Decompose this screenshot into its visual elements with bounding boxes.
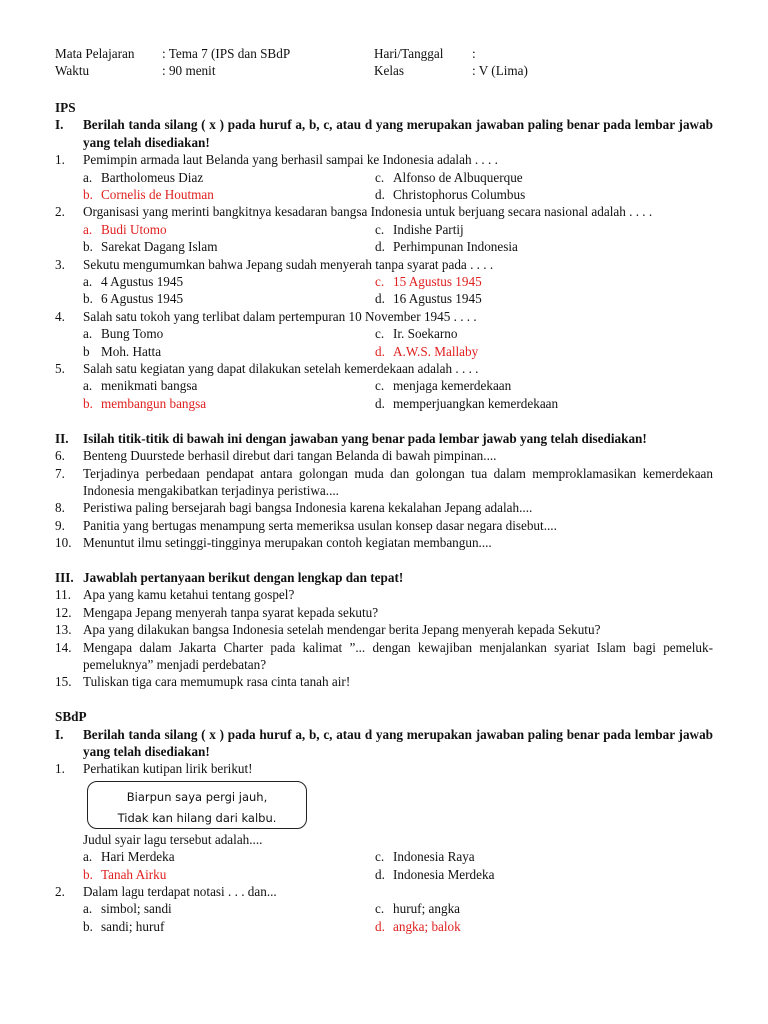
lyric-line: Tidak kan hilang dari kalbu. <box>117 810 277 825</box>
question-item <box>55 760 713 777</box>
option-letter: d. <box>375 343 385 359</box>
ips-part1-instruction <box>55 116 713 151</box>
option-text: Indonesia Raya <box>393 849 475 865</box>
day-value: : <box>472 46 476 61</box>
option-letter: c. <box>375 326 385 342</box>
class-value: : V (Lima) <box>472 63 528 78</box>
option-letter: c. <box>375 901 385 917</box>
question-item <box>55 203 713 220</box>
answer-option <box>375 325 667 342</box>
answer-option <box>375 169 667 186</box>
question-number: 14. <box>55 639 72 655</box>
correct-answer-option <box>83 395 375 412</box>
option-text: Indishe Partij <box>393 221 464 237</box>
option-letter: a. <box>83 849 93 865</box>
correct-answer-option <box>83 866 375 883</box>
time-value: : 90 menit <box>162 63 216 78</box>
option-letter: a. <box>83 274 93 290</box>
option-letter: c. <box>375 378 385 394</box>
option-letter: d. <box>375 187 385 203</box>
answer-options <box>55 273 713 308</box>
option-letter: b. <box>83 866 93 882</box>
question-number: 5. <box>55 361 65 377</box>
question-item <box>55 499 713 516</box>
question-item <box>55 308 713 325</box>
answer-option <box>83 290 375 307</box>
answer-options <box>55 900 713 935</box>
option-text: Bartholomeus Diaz <box>101 169 204 185</box>
option-letter: b. <box>83 395 93 411</box>
instruction-text: Isilah titik-titik di bawah ini dengan jawaban yang benar pada lembar jawab yang telah disediakan! <box>83 430 647 446</box>
question-item <box>55 256 713 273</box>
answer-option <box>375 377 667 394</box>
correct-answer-option <box>375 918 667 935</box>
question-number: 12. <box>55 604 72 620</box>
answer-option <box>83 918 375 935</box>
answer-option <box>375 848 667 865</box>
ips-part2-instruction <box>55 430 713 447</box>
question-item <box>55 621 713 638</box>
answer-option <box>375 395 667 412</box>
answer-option <box>83 273 375 290</box>
option-text: huruf; angka <box>393 901 461 917</box>
option-text: Cornelis de Houtman <box>101 187 214 203</box>
question-number: 2. <box>55 204 65 220</box>
question-number: 7. <box>55 465 65 481</box>
answer-option <box>83 169 375 186</box>
question-number: 2. <box>55 883 65 899</box>
correct-answer-option <box>375 273 667 290</box>
instruction-text: Jawablah pertanyaan berikut dengan lengkap dan tepat! <box>83 569 404 585</box>
option-text: sandi; huruf <box>101 918 165 934</box>
answer-option <box>375 238 667 255</box>
question-text: Salah satu tokoh yang terlibat dalam pertempuran 10 November 1945 . . . . <box>83 308 477 324</box>
correct-answer-option <box>375 343 667 360</box>
question-item <box>55 447 713 464</box>
option-text: 4 Agustus 1945 <box>101 274 184 290</box>
option-letter: d. <box>375 291 385 307</box>
option-text: Budi Utomo <box>101 221 167 237</box>
question-item <box>55 534 713 551</box>
option-letter: a. <box>83 169 93 185</box>
time-label: Waktu <box>55 63 90 78</box>
ips-part3-instruction <box>55 569 713 586</box>
option-letter: a. <box>83 326 93 342</box>
question-number: 8. <box>55 500 65 516</box>
option-text: Perhimpunan Indonesia <box>393 239 518 255</box>
question-item <box>55 586 713 603</box>
exam-content <box>55 99 713 935</box>
option-letter: d. <box>375 918 385 934</box>
question-text: Panitia yang bertugas menampung serta memeriksa usulan konsep dasar negara disebut.... <box>83 517 557 533</box>
exam-header <box>55 45 715 79</box>
question-text: Organisasi yang merinti bangkitnya kesadaran bangsa Indonesia untuk berjuang secara nasional adalah . . . . <box>83 204 653 220</box>
option-letter: b <box>83 343 90 359</box>
option-text: menjaga kemerdekaan <box>393 378 512 394</box>
question-item <box>55 673 713 690</box>
question-number: 9. <box>55 517 65 533</box>
answer-option <box>375 900 667 917</box>
ips-multiple-choice <box>55 151 713 412</box>
day-label: Hari/Tanggal <box>374 46 444 61</box>
question-text: Tuliskan tiga cara memumupk rasa cinta tanah air! <box>83 674 351 690</box>
option-text: Indonesia Merdeka <box>393 866 495 882</box>
answer-option <box>83 325 375 342</box>
question-item <box>55 465 713 500</box>
ips-fill-in <box>55 447 713 551</box>
question-text: Benteng Duurstede berhasil direbut dari tangan Belanda di bawah pimpinan.... <box>83 448 497 464</box>
sbdp-title: SBdP <box>55 709 87 725</box>
lyric-box <box>87 781 307 829</box>
question-number: 11. <box>55 587 71 603</box>
answer-option <box>375 290 667 307</box>
question-item <box>55 360 713 377</box>
subject-value: : Tema 7 (IPS dan SBdP <box>162 46 291 61</box>
question-text: Apa yang dilakukan bangsa Indonesia setelah mendengar berita Jepang menyerah kepada Sekutu? <box>83 622 601 638</box>
question-number: 4. <box>55 308 65 324</box>
option-letter: c. <box>375 221 385 237</box>
question-text: Dalam lagu terdapat notasi . . . dan... <box>83 883 277 899</box>
option-text: Moh. Hatta <box>101 343 162 359</box>
option-text: Ir. Soekarno <box>393 326 458 342</box>
question-item <box>55 883 713 900</box>
question-text: Terjadinya perbedaan pendapat antara golongan muda dan golongan tua dalam memproklamasikan kemerdekaan Indonesia mengakibatkan terjadinya peristiwa.... <box>83 465 713 498</box>
answer-options <box>55 377 713 412</box>
option-text: Sarekat Dagang Islam <box>101 239 218 255</box>
option-letter: b. <box>83 239 93 255</box>
question-text: Peristiwa paling bersejarah bagi bangsa Indonesia karena kekalahan Jepang adalah.... <box>83 500 533 516</box>
class-label: Kelas <box>374 63 405 78</box>
option-text: Christophorus Columbus <box>393 187 526 203</box>
option-letter: d. <box>375 239 385 255</box>
question-text: Sekutu mengumumkan bahwa Jepang sudah menyerah tanpa syarat pada . . . . <box>83 256 494 272</box>
header-row-2 <box>55 62 715 79</box>
answer-option <box>83 377 375 394</box>
question-text: Mengapa dalam Jakarta Charter pada kalimat ”... dengan kewajiban menjalankan syariat Islam bagi pemeluk-pemeluknya” menjadi perdebatan? <box>83 639 713 672</box>
option-text: simbol; sandi <box>101 901 172 917</box>
question-item <box>55 604 713 621</box>
roman-numeral: I. <box>55 726 64 742</box>
sbdp-part1-instruction <box>55 726 713 761</box>
question-number: 1. <box>55 152 65 168</box>
instruction-text: Berilah tanda silang ( x ) pada huruf a, b, c, atau d yang merupakan jawaban paling benar pada lembar jawab yang telah disediakan! <box>83 726 713 759</box>
question-number: 13. <box>55 622 72 638</box>
answer-option <box>375 866 667 883</box>
answer-options <box>55 221 713 256</box>
option-text: Alfonso de Albuquerque <box>393 169 523 185</box>
question-number: 15. <box>55 674 72 690</box>
option-text: 16 Agustus 1945 <box>393 291 482 307</box>
answer-options <box>55 325 713 360</box>
option-letter: b. <box>83 187 93 203</box>
answer-option <box>83 848 375 865</box>
correct-answer-option <box>83 186 375 203</box>
answer-option <box>375 186 667 203</box>
option-letter: d. <box>375 866 385 882</box>
lyric-line: Biarpun saya pergi jauh, <box>126 789 268 804</box>
ips-essay <box>55 586 713 690</box>
answer-option <box>375 221 667 238</box>
answer-options <box>55 169 713 204</box>
option-text: memperjuangkan kemerdekaan <box>393 395 559 411</box>
question-number: 6. <box>55 448 65 464</box>
option-text: 15 Agustus 1945 <box>393 274 482 290</box>
correct-answer-option <box>83 221 375 238</box>
question-text: Salah satu kegiatan yang dapat dilakukan setelah kemerdekaan adalah . . . . <box>83 361 479 377</box>
option-letter: a. <box>83 901 93 917</box>
roman-numeral: I. <box>55 117 64 133</box>
roman-numeral: III. <box>55 569 74 585</box>
question-text: Pemimpin armada laut Belanda yang berhasil sampai ke Indonesia adalah . . . . <box>83 152 498 168</box>
option-letter: b. <box>83 291 93 307</box>
option-text: Hari Merdeka <box>101 849 175 865</box>
question-item <box>55 517 713 534</box>
answer-option <box>83 900 375 917</box>
question-item <box>55 639 713 674</box>
question-followup: Judul syair lagu tersebut adalah.... <box>83 831 263 847</box>
question-number: 1. <box>55 761 65 777</box>
option-letter: a. <box>83 378 93 394</box>
question-text: Perhatikan kutipan lirik berikut! <box>83 761 253 777</box>
option-letter: b. <box>83 918 93 934</box>
question-number: 10. <box>55 535 72 551</box>
option-text: menikmati bangsa <box>101 378 198 394</box>
answer-options <box>55 848 713 883</box>
option-text: Bung Tomo <box>101 326 164 342</box>
option-letter: a. <box>83 221 93 237</box>
question-text: Mengapa Jepang menyerah tanpa syarat kepada sekutu? <box>83 604 379 620</box>
option-letter: c. <box>375 274 385 290</box>
question-text: Menuntut ilmu setinggi-tingginya merupakan contoh kegiatan membangun.... <box>83 535 492 551</box>
option-text: Tanah Airku <box>101 866 167 882</box>
option-letter: c. <box>375 849 385 865</box>
option-letter: d. <box>375 395 385 411</box>
answer-option <box>83 343 375 360</box>
option-text: A.W.S. Mallaby <box>393 343 479 359</box>
option-text: angka; balok <box>393 918 461 934</box>
subject-label: Mata Pelajaran <box>55 46 135 61</box>
question-number: 3. <box>55 256 65 272</box>
option-letter: c. <box>375 169 385 185</box>
question-item <box>55 151 713 168</box>
instruction-text: Berilah tanda silang ( x ) pada huruf a, b, c, atau d yang merupakan jawaban paling benar pada lembar jawab yang telah disediakan! <box>83 117 713 150</box>
answer-option <box>83 238 375 255</box>
option-text: membangun bangsa <box>101 395 207 411</box>
header-row-1 <box>55 45 715 62</box>
roman-numeral: II. <box>55 430 69 446</box>
question-text: Apa yang kamu ketahui tentang gospel? <box>83 587 295 603</box>
ips-title: IPS <box>55 100 76 115</box>
option-text: 6 Agustus 1945 <box>101 291 184 307</box>
